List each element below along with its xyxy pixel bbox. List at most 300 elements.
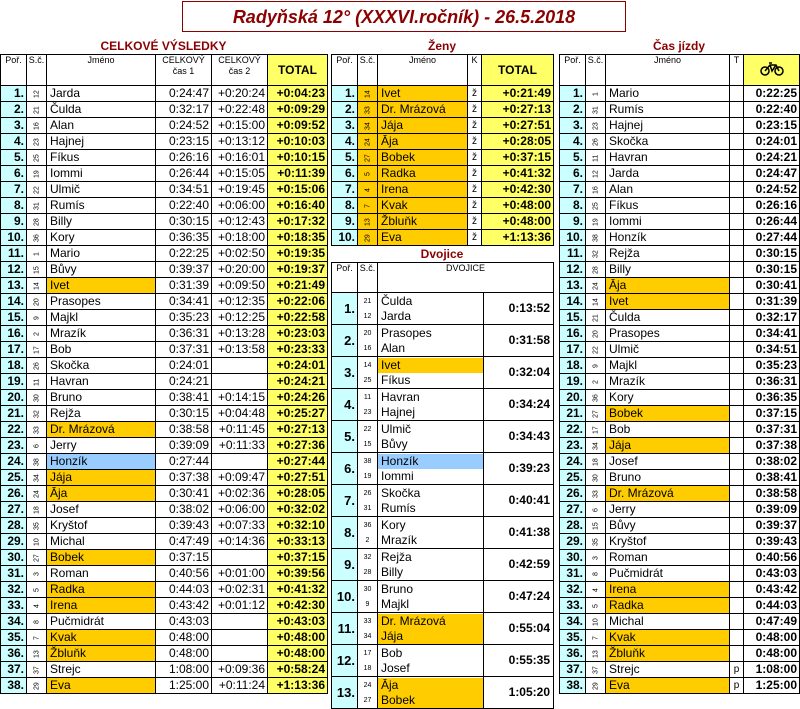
start-no-cell: 12 — [586, 166, 606, 182]
k-cell: ž — [468, 150, 482, 166]
total-cell: +0:33:13 — [268, 534, 328, 550]
start-no-1: 30 — [363, 585, 372, 593]
ride-time-cell: 0:43:03 — [744, 566, 800, 582]
rank-cell: 19. — [560, 374, 586, 390]
pair-time-cell: 0:39:23 — [484, 453, 554, 485]
pair-names-cell — [378, 421, 484, 453]
name-cell: Radka — [378, 166, 468, 182]
total-cell: +1:13:36 — [268, 678, 328, 694]
name-cell: Jerry — [606, 502, 730, 518]
start-no-cell: 27 — [27, 550, 47, 566]
table-row — [1, 518, 328, 534]
table-row — [1, 246, 328, 262]
pair-time-cell: 0:34:24 — [484, 389, 554, 421]
col-header-k: K — [468, 55, 482, 86]
ride-time-cell: 0:24:21 — [744, 150, 800, 166]
t-cell — [730, 438, 744, 454]
start-no-cell — [358, 517, 378, 549]
table-row — [1, 470, 328, 486]
time1-cell: 0:23:15 — [156, 134, 212, 150]
name-cell: Čulda — [606, 310, 730, 326]
ride-time-cell: 0:26:16 — [744, 198, 800, 214]
start-no-cell: 6 — [27, 438, 47, 454]
name-cell: Ivet — [378, 86, 468, 102]
k-cell: ž — [468, 230, 482, 246]
table-row — [1, 534, 328, 550]
table-row — [1, 262, 328, 278]
t-cell — [730, 294, 744, 310]
name-cell: Ulmič — [47, 182, 156, 198]
t-cell — [730, 102, 744, 118]
bike-icon — [744, 55, 800, 86]
rank-cell: 4. — [332, 389, 358, 421]
pair-member-1: Āja — [378, 678, 483, 693]
name-cell: Billy — [47, 214, 156, 230]
time1-cell: 0:38:02 — [156, 502, 212, 518]
table-row — [560, 550, 800, 566]
pair-member-1: Prasopes — [381, 325, 432, 340]
pair-names-cell — [378, 549, 484, 581]
rank-cell: 4. — [332, 134, 358, 150]
col-header-name: Jméno — [47, 55, 156, 86]
table-row — [332, 293, 554, 325]
time2-cell: +0:13:28 — [212, 326, 268, 342]
table-row — [332, 86, 554, 102]
start-no-cell: 23 — [586, 118, 606, 134]
time2-cell — [212, 630, 268, 646]
rank-cell: 22. — [1, 422, 27, 438]
start-no-cell: 29 — [586, 678, 606, 694]
name-cell: Fíkus — [606, 198, 730, 214]
total-cell: +0:09:29 — [268, 102, 328, 118]
rank-cell: 23. — [1, 438, 27, 454]
rank-cell: 7. — [332, 182, 358, 198]
pair-time-cell: 0:55:04 — [484, 613, 554, 645]
time1-cell: 0:37:15 — [156, 550, 212, 566]
start-no-cell: 22 — [586, 342, 606, 358]
name-cell: Āja — [606, 278, 730, 294]
ride-time-cell: 0:38:02 — [744, 454, 800, 470]
t-cell — [730, 246, 744, 262]
start-no-cell: 9 — [586, 358, 606, 374]
rank-cell: 24. — [1, 454, 27, 470]
total-cell: +0:32:02 — [268, 502, 328, 518]
rank-cell: 1. — [1, 86, 27, 102]
rank-cell: 11. — [1, 246, 27, 262]
start-no-cell: 2 — [586, 374, 606, 390]
rank-cell: 4. — [1, 134, 27, 150]
start-no-cell: 3 — [586, 550, 606, 566]
k-cell: ž — [468, 86, 482, 102]
t-cell — [730, 614, 744, 630]
table-row — [1, 214, 328, 230]
total-cell: +0:42:30 — [268, 598, 328, 614]
rank-cell: 31. — [560, 566, 586, 582]
rank-cell: 36. — [560, 646, 586, 662]
start-no-cell: 16 — [27, 118, 47, 134]
start-no-cell: 28 — [27, 214, 47, 230]
rank-cell: 12. — [560, 262, 586, 278]
start-no-cell: 5 — [358, 166, 378, 182]
name-cell: Honzík — [47, 454, 156, 470]
time1-cell: 0:39:37 — [156, 262, 212, 278]
name-cell: Iommi — [606, 214, 730, 230]
start-no-cell: 37 — [586, 662, 606, 678]
name-cell: Bob — [47, 342, 156, 358]
rank-cell: 14. — [1, 294, 27, 310]
table-row — [332, 453, 554, 485]
name-cell: Honzík — [606, 230, 730, 246]
pair-member-2: Mrazík — [381, 532, 417, 547]
start-no-cell: 12 — [27, 86, 47, 102]
rank-cell: 9. — [560, 214, 586, 230]
table-row — [560, 326, 800, 342]
name-cell: Roman — [47, 566, 156, 582]
name-cell: Jája — [378, 118, 468, 134]
rank-cell: 32. — [1, 582, 27, 598]
pair-names-cell — [378, 325, 484, 357]
table-row — [1, 118, 328, 134]
name-cell: Dr. Mrázová — [606, 486, 730, 502]
col-header-rank: Poř. — [1, 55, 27, 86]
start-no-cell: 7 — [27, 630, 47, 646]
name-cell: Ulmič — [606, 342, 730, 358]
rank-cell: 1. — [332, 293, 358, 325]
table-row — [560, 246, 800, 262]
start-no-cell: 30 — [27, 390, 47, 406]
pair-time-cell: 0:13:52 — [484, 293, 554, 325]
start-no-cell: 18 — [586, 454, 606, 470]
time1-cell: 0:24:21 — [156, 374, 212, 390]
rank-cell: 2. — [332, 102, 358, 118]
start-no-1: 36 — [363, 521, 372, 529]
rank-cell: 9. — [332, 214, 358, 230]
rank-cell: 2. — [560, 102, 586, 118]
total-cell: +0:32:10 — [268, 518, 328, 534]
start-no-cell: 13 — [358, 214, 378, 230]
total-cell: +0:22:58 — [268, 310, 328, 326]
name-cell: Kory — [47, 230, 156, 246]
start-no-2: 25 — [363, 376, 372, 384]
time1-cell: 0:36:31 — [156, 326, 212, 342]
total-cell: +0:24:26 — [268, 390, 328, 406]
start-no-cell: 20 — [586, 326, 606, 342]
rank-cell: 22. — [560, 422, 586, 438]
total-cell: +0:37:15 — [268, 550, 328, 566]
time1-cell: 0:38:41 — [156, 390, 212, 406]
t-cell — [730, 166, 744, 182]
pair-member-1: Čulda — [381, 293, 413, 308]
start-no-2: 31 — [363, 504, 372, 512]
table-row — [1, 278, 328, 294]
name-cell: Āja — [378, 134, 468, 150]
rank-cell: 10. — [332, 581, 358, 613]
table-row — [560, 502, 800, 518]
pair-member-2: Fíkus — [381, 372, 411, 387]
pair-member-2: Josef — [381, 660, 410, 675]
time2-cell: +0:13:58 — [212, 342, 268, 358]
start-no-2: 16 — [363, 344, 372, 352]
name-cell: Havran — [606, 150, 730, 166]
table-row — [560, 582, 800, 598]
name-cell: Mario — [47, 246, 156, 262]
rank-cell: 12. — [332, 645, 358, 677]
table-row — [1, 598, 328, 614]
ride-time-cell: 0:35:23 — [744, 358, 800, 374]
table-row — [560, 134, 800, 150]
name-cell: Jarda — [606, 166, 730, 182]
rank-cell: 30. — [560, 550, 586, 566]
time1-cell: 0:43:03 — [156, 614, 212, 630]
table-row — [560, 454, 800, 470]
name-cell: Michal — [606, 614, 730, 630]
pair-names-cell — [378, 485, 484, 517]
table-row — [332, 198, 554, 214]
total-cell: +0:22:06 — [268, 294, 328, 310]
name-cell: Rejža — [606, 246, 730, 262]
name-cell: Žbluňk — [378, 214, 468, 230]
start-no-cell: 10 — [27, 534, 47, 550]
table-row — [332, 613, 554, 645]
start-no-cell: 24 — [358, 134, 378, 150]
table-row — [1, 86, 328, 102]
rank-cell: 32. — [560, 582, 586, 598]
name-cell: Žbluňk — [47, 646, 156, 662]
rank-cell: 7. — [560, 182, 586, 198]
t-cell — [730, 326, 744, 342]
t-cell — [730, 358, 744, 374]
start-no-cell: 37 — [27, 662, 47, 678]
table-row — [332, 581, 554, 613]
table-row — [332, 389, 554, 421]
time2-cell: +0:09:36 — [212, 662, 268, 678]
start-no-cell: 5 — [586, 598, 606, 614]
rank-cell: 17. — [1, 342, 27, 358]
pair-names-cell — [378, 357, 484, 389]
pair-names-cell — [378, 453, 484, 485]
rank-cell: 1. — [332, 86, 358, 102]
rank-cell: 6. — [1, 166, 27, 182]
pair-member-1: Rejža — [381, 549, 412, 564]
start-no-2: 19 — [363, 472, 372, 480]
start-no-2: 12 — [363, 312, 372, 320]
time1-cell: 0:37:31 — [156, 342, 212, 358]
start-no-1: 38 — [363, 457, 372, 465]
name-cell: Jarda — [47, 86, 156, 102]
pair-member-2: Bobek — [378, 693, 483, 708]
start-no-cell — [358, 421, 378, 453]
name-cell: Radka — [606, 598, 730, 614]
name-cell: Pučmidrát — [606, 566, 730, 582]
name-cell: Āja — [47, 486, 156, 502]
pair-time-cell: 0:34:43 — [484, 421, 554, 453]
time2-cell — [212, 550, 268, 566]
name-cell: Irena — [606, 582, 730, 598]
time1-cell: 0:26:16 — [156, 150, 212, 166]
total-cell: +0:23:33 — [268, 342, 328, 358]
total-cell: +0:27:13 — [268, 422, 328, 438]
time1-cell: 0:24:47 — [156, 86, 212, 102]
t-cell: p — [730, 662, 744, 678]
rank-cell: 16. — [1, 326, 27, 342]
pair-names-cell — [378, 581, 484, 613]
rank-cell: 35. — [560, 630, 586, 646]
name-cell: Bobek — [47, 550, 156, 566]
time1-cell: 0:47:49 — [156, 534, 212, 550]
start-no-cell — [358, 293, 378, 325]
pair-member-2: Jája — [378, 629, 483, 644]
name-cell: Hajnej — [606, 118, 730, 134]
rank-cell: 6. — [560, 166, 586, 182]
women-results-table — [331, 54, 554, 246]
total-cell: +0:18:35 — [268, 230, 328, 246]
col-header-start-no: S.č. — [586, 55, 606, 86]
time1-cell: 0:44:03 — [156, 582, 212, 598]
name-cell: Fíkus — [47, 150, 156, 166]
time2-cell — [212, 358, 268, 374]
start-no-cell: 17 — [27, 342, 47, 358]
table-row — [560, 358, 800, 374]
total-cell: +0:48:00 — [482, 198, 554, 214]
start-no-cell: 4 — [27, 598, 47, 614]
k-cell: ž — [468, 118, 482, 134]
table-row — [560, 278, 800, 294]
rank-cell: 3. — [332, 357, 358, 389]
start-no-cell: 4 — [358, 182, 378, 198]
table-row — [1, 646, 328, 662]
start-no-1: 22 — [363, 425, 372, 433]
time1-cell: 0:30:41 — [156, 486, 212, 502]
table-row — [1, 102, 328, 118]
table-row — [332, 102, 554, 118]
rank-cell: 30. — [1, 550, 27, 566]
rank-cell: 13. — [332, 677, 358, 709]
name-cell: Josef — [606, 454, 730, 470]
total-cell: +0:27:44 — [268, 454, 328, 470]
rank-cell: 10. — [560, 230, 586, 246]
pair-time-cell: 0:32:04 — [484, 357, 554, 389]
time2-cell: +0:07:33 — [212, 518, 268, 534]
rank-cell: 9. — [332, 549, 358, 581]
name-cell: Kvak — [47, 630, 156, 646]
time2-cell: +0:12:35 — [212, 294, 268, 310]
col-header-rank: Poř. — [560, 55, 586, 86]
start-no-cell: 22 — [27, 182, 47, 198]
ride-time-cell: 0:30:41 — [744, 278, 800, 294]
name-cell: Alan — [606, 182, 730, 198]
name-cell: Bobek — [378, 150, 468, 166]
time1-cell: 0:36:35 — [156, 230, 212, 246]
col-header-name: Jméno — [606, 55, 730, 86]
name-cell: Kryštof — [47, 518, 156, 534]
total-cell: +0:21:49 — [482, 86, 554, 102]
pair-member-1: Honzík — [378, 454, 483, 469]
time2-cell: +0:14:15 — [212, 390, 268, 406]
name-cell: Prasopes — [47, 294, 156, 310]
table-row — [560, 534, 800, 550]
time1-cell: 0:32:17 — [156, 102, 212, 118]
start-no-cell: 26 — [586, 134, 606, 150]
total-cell: +0:10:15 — [268, 150, 328, 166]
table-row — [332, 421, 554, 453]
time2-cell: +0:12:25 — [212, 310, 268, 326]
table-row — [560, 182, 800, 198]
pair-names-cell — [378, 389, 484, 421]
table-row — [332, 357, 554, 389]
name-cell: Irena — [378, 182, 468, 198]
rank-cell: 37. — [560, 662, 586, 678]
rank-cell: 5. — [1, 150, 27, 166]
time2-cell: +0:16:01 — [212, 150, 268, 166]
rank-cell: 15. — [560, 310, 586, 326]
t-cell — [730, 630, 744, 646]
start-no-cell: 25 — [586, 198, 606, 214]
t-cell — [730, 214, 744, 230]
start-no-cell: 4 — [586, 582, 606, 598]
table-row — [332, 182, 554, 198]
total-cell: +0:28:05 — [482, 134, 554, 150]
start-no-2: 18 — [363, 664, 372, 672]
ride-time-cell: 0:38:58 — [744, 486, 800, 502]
start-no-cell: 13 — [27, 646, 47, 662]
pair-member-1: Skočka — [381, 485, 421, 500]
start-no-cell — [358, 357, 378, 389]
table-row — [332, 325, 554, 357]
rank-cell: 3. — [560, 118, 586, 134]
pair-names-cell — [378, 293, 484, 325]
start-no-cell: 1 — [586, 86, 606, 102]
pair-time-cell: 1:05:20 — [484, 677, 554, 709]
table-row — [1, 486, 328, 502]
table-row — [332, 549, 554, 581]
start-no-cell: 25 — [27, 150, 47, 166]
time1-cell: 0:27:44 — [156, 454, 212, 470]
table-row — [560, 310, 800, 326]
start-no-cell: 23 — [27, 134, 47, 150]
pair-time-cell: 0:47:24 — [484, 581, 554, 613]
table-row — [560, 230, 800, 246]
pair-member-1: Bruno — [381, 581, 414, 596]
ride-time-cell: 0:43:42 — [744, 582, 800, 598]
time1-cell: 0:30:15 — [156, 214, 212, 230]
rank-cell: 2. — [332, 325, 358, 357]
t-cell — [730, 390, 744, 406]
pair-member-1: Havran — [381, 389, 420, 404]
name-cell: Radka — [47, 582, 156, 598]
t-cell — [730, 598, 744, 614]
table-row — [1, 614, 328, 630]
rank-cell: 27. — [1, 502, 27, 518]
k-cell: ž — [468, 214, 482, 230]
table-row — [560, 486, 800, 502]
start-no-cell: 17 — [586, 422, 606, 438]
total-cell: +1:13:36 — [482, 230, 554, 246]
t-cell — [730, 566, 744, 582]
table-row — [1, 342, 328, 358]
rank-cell: 13. — [560, 278, 586, 294]
rank-cell: 18. — [1, 358, 27, 374]
table-row — [560, 214, 800, 230]
name-cell: Dr. Mrázová — [47, 422, 156, 438]
start-no-2: 15 — [363, 440, 372, 448]
start-no-1: 21 — [363, 297, 372, 305]
time1-cell: 0:26:44 — [156, 166, 212, 182]
start-no-cell: 21 — [586, 310, 606, 326]
ride-time-cell: 0:31:39 — [744, 294, 800, 310]
start-no-cell — [358, 325, 378, 357]
rank-cell: 3. — [1, 118, 27, 134]
col-header-total: TOTAL — [482, 55, 554, 86]
